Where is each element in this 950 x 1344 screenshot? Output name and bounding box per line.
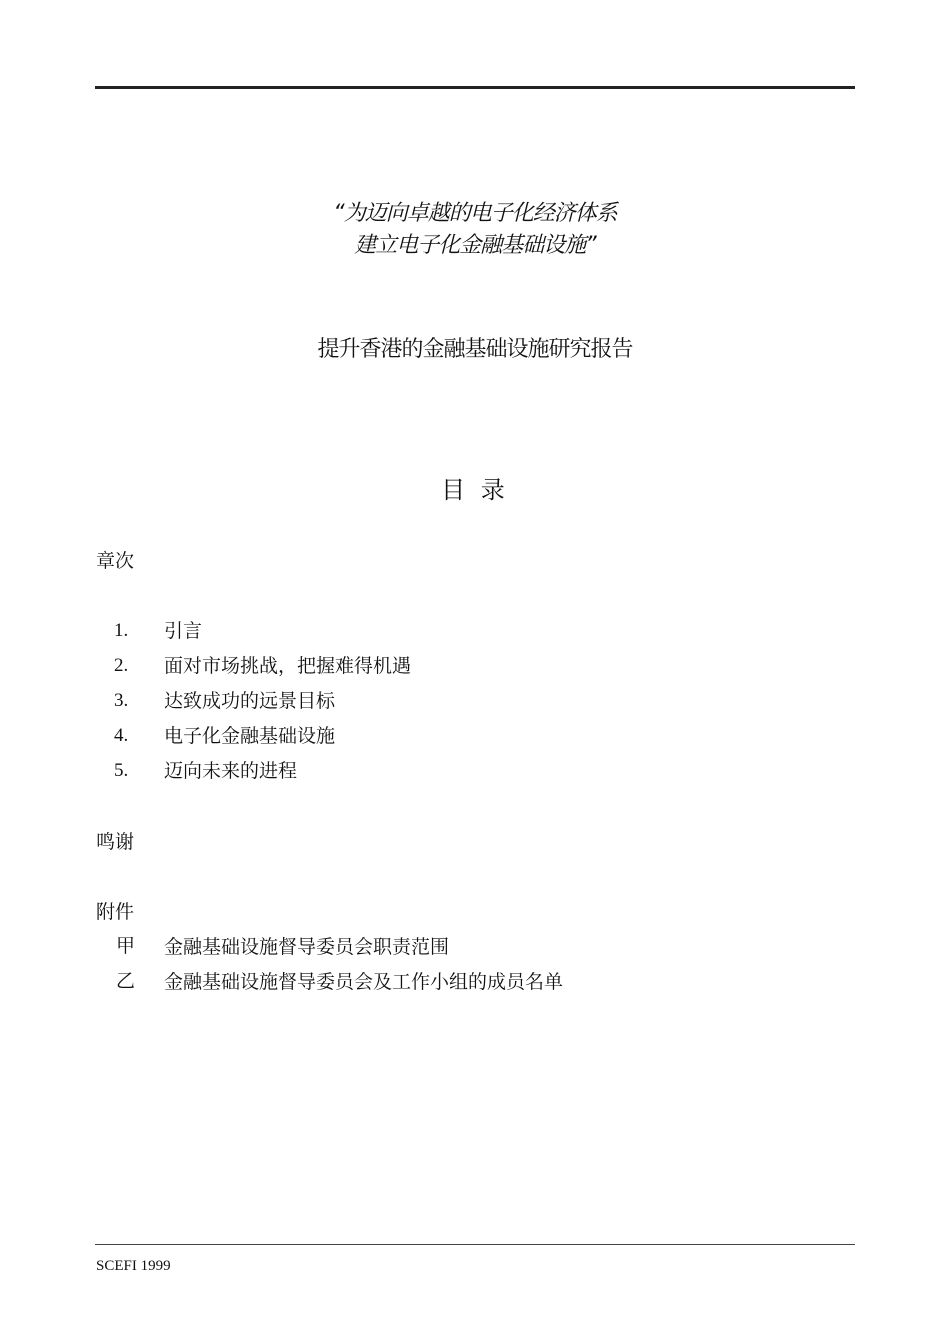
chapter-item[interactable] xyxy=(96,758,796,793)
chapter-title: 面对市场挑战，把握难得机遇 xyxy=(164,655,412,677)
chapter-title: 电子化金融基础设施 xyxy=(164,725,336,747)
chapter-number: 3. xyxy=(114,690,129,711)
footer-text: SCEFI 1999 xyxy=(96,1258,171,1274)
annex-item[interactable] xyxy=(96,934,796,969)
chapter-title: 引言 xyxy=(164,620,203,642)
chapter-item[interactable] xyxy=(96,723,796,758)
chapter-item[interactable] xyxy=(96,653,796,688)
top-rule xyxy=(95,86,855,89)
annex-list xyxy=(96,934,796,1004)
annex-letter: 乙 xyxy=(116,971,136,992)
report-title: 提升香港的金融基础设施研究报告 xyxy=(317,337,633,362)
annex-title: 金融基础设施督导委员会职责范围 xyxy=(164,936,450,958)
annex-title: 金融基础设施督导委员会及工作小组的成员名单 xyxy=(164,971,564,993)
bottom-rule xyxy=(95,1244,855,1245)
toc-heading: 目 录 xyxy=(441,476,509,504)
motto-line-2: 建立电子化金融基础设施” xyxy=(354,233,596,258)
chapter-title: 达致成功的远景目标 xyxy=(164,690,336,712)
chapter-number: 1. xyxy=(114,620,129,641)
annexes-label: 附件 xyxy=(96,901,135,923)
chapter-item[interactable] xyxy=(96,688,796,723)
annex-item[interactable] xyxy=(96,969,796,1004)
motto-line-1: “为迈向卓越的电子化经济体系 xyxy=(333,201,617,226)
chapters-label: 章次 xyxy=(96,550,135,572)
motto xyxy=(0,198,950,262)
chapter-number: 2. xyxy=(114,655,129,676)
chapter-list xyxy=(96,618,796,793)
chapter-title: 迈向未来的进程 xyxy=(164,760,298,782)
chapter-number: 5. xyxy=(114,760,129,781)
chapter-number: 4. xyxy=(114,725,129,746)
annex-letter: 甲 xyxy=(116,936,136,957)
chapter-item[interactable] xyxy=(96,618,796,653)
acknowledgements-entry[interactable]: 鸣谢 xyxy=(96,831,135,853)
